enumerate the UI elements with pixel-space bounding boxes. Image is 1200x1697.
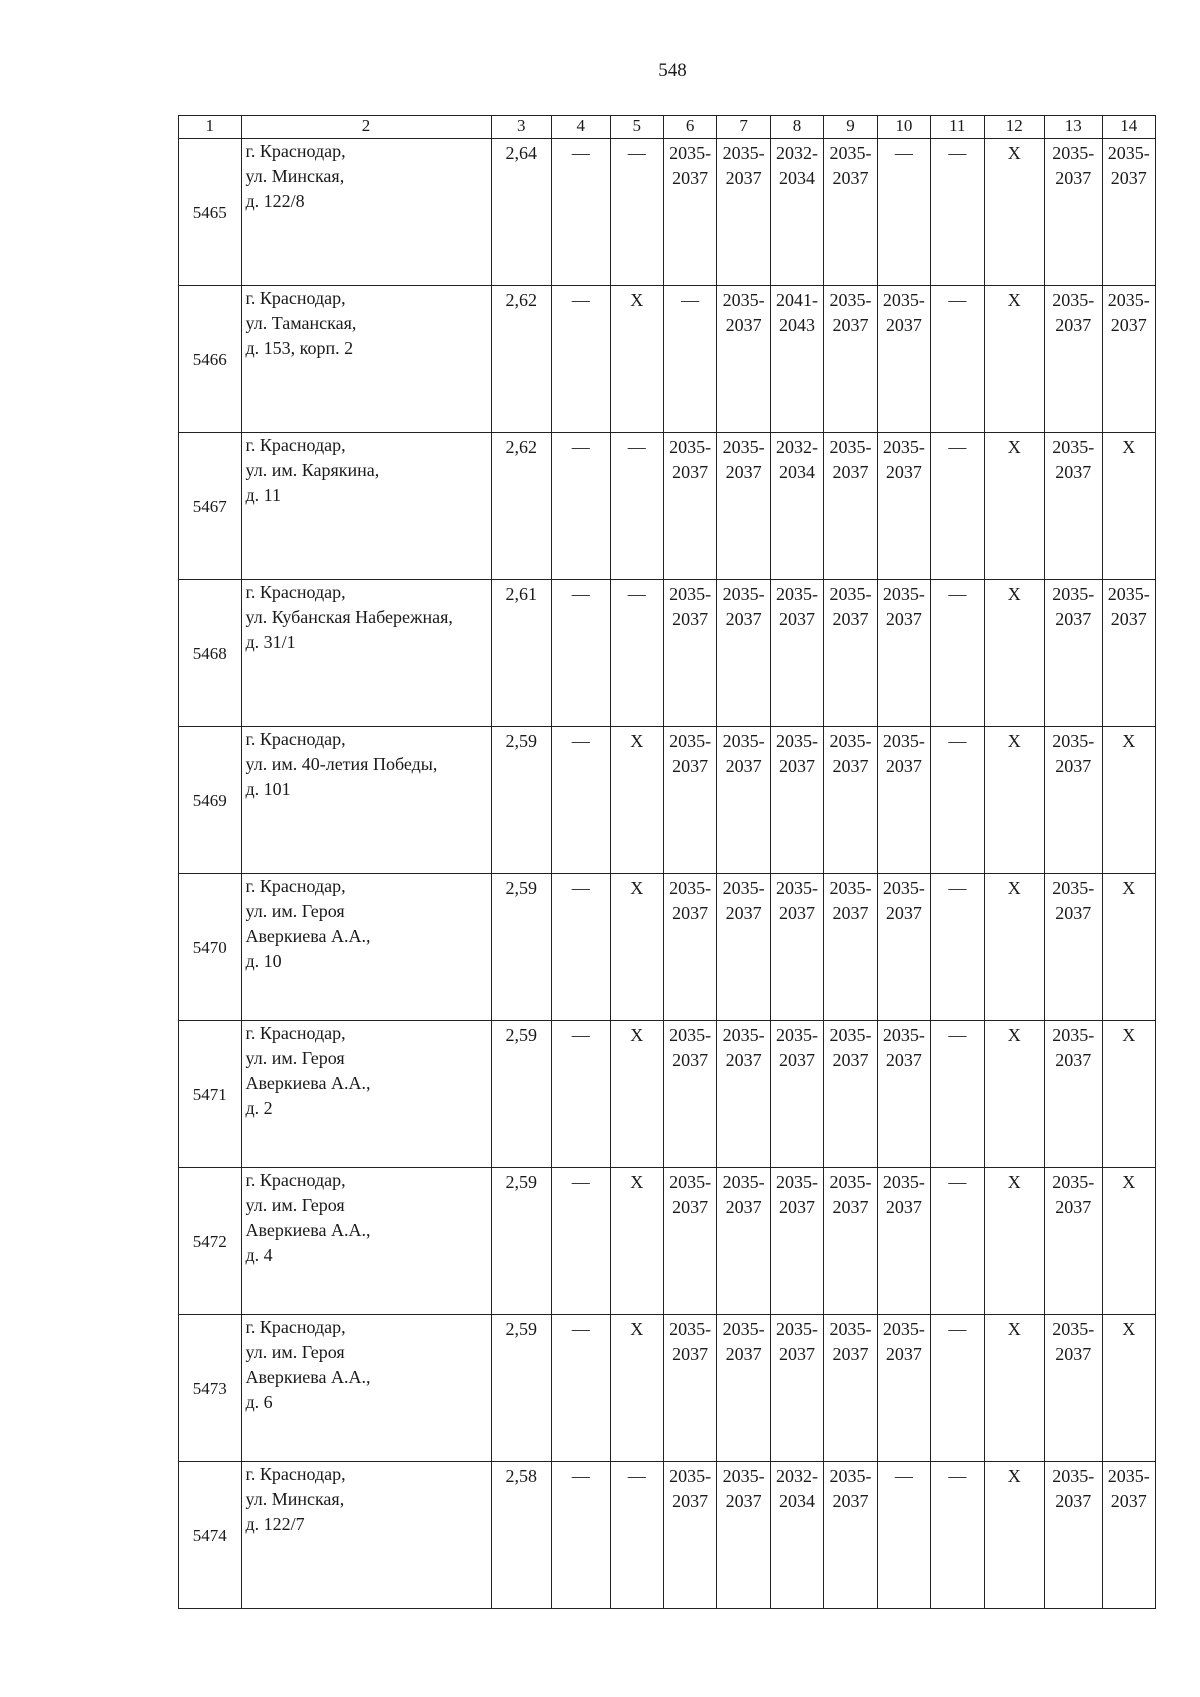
cell-col-14: X (1102, 433, 1155, 580)
cell-col-6: 2035-2037 (663, 727, 716, 874)
cell-col-5: — (610, 433, 663, 580)
cell-col-14: X (1102, 727, 1155, 874)
address-line: ул. им. Героя (245, 1195, 345, 1215)
cell-col-8: 2035-2037 (770, 727, 823, 874)
cell-col-7: 2035-2037 (717, 727, 770, 874)
cell-col-3: 2,59 (491, 1021, 551, 1168)
cell-col-6: — (663, 286, 716, 433)
cell-col-8: 2035-2037 (770, 874, 823, 1021)
cell-col-5: X (610, 1315, 663, 1462)
address-line: д. 2 (245, 1098, 273, 1118)
cell-col-14: X (1102, 874, 1155, 1021)
table-row (179, 1315, 1156, 1462)
address-line: г. Краснодар, (245, 435, 346, 455)
address-cell (241, 286, 491, 433)
cell-col-13: 2035-2037 (1045, 286, 1102, 433)
row-number-cell: 5474 (179, 1462, 242, 1609)
cell-col-11: — (931, 874, 984, 1021)
cell-col-13: 2035-2037 (1045, 1021, 1102, 1168)
cell-col-12: X (984, 727, 1044, 874)
cell-col-8: 2032-2034 (770, 1462, 823, 1609)
cell-col-6: 2035-2037 (663, 1168, 716, 1315)
cell-col-11: — (931, 1168, 984, 1315)
cell-col-14: X (1102, 1168, 1155, 1315)
address-line: г. Краснодар, (245, 141, 346, 161)
cell-col-12: X (984, 1168, 1044, 1315)
cell-col-13: 2035-2037 (1045, 433, 1102, 580)
address-line: д. 4 (245, 1245, 273, 1265)
cell-col-13: 2035-2037 (1045, 727, 1102, 874)
column-header-row (179, 116, 1156, 139)
cell-col-7: 2035-2037 (717, 433, 770, 580)
cell-col-4: — (552, 1315, 610, 1462)
cell-col-3: 2,58 (491, 1462, 551, 1609)
address-line: д. 11 (245, 485, 281, 505)
cell-col-6: 2035-2037 (663, 580, 716, 727)
cell-col-4: — (552, 139, 610, 286)
address-line: д. 153, корп. 2 (245, 338, 354, 358)
table-row (179, 139, 1156, 286)
cell-col-10: 2035-2037 (877, 1168, 930, 1315)
cell-col-4: — (552, 286, 610, 433)
column-header-2: 2 (241, 116, 491, 139)
address-line: д. 122/7 (245, 1514, 305, 1534)
row-number-cell: 5471 (179, 1021, 242, 1168)
cell-col-5: X (610, 727, 663, 874)
cell-col-4: — (552, 580, 610, 727)
cell-col-12: X (984, 1021, 1044, 1168)
table-row (179, 727, 1156, 874)
cell-col-10: — (877, 1462, 930, 1609)
row-number-cell: 5466 (179, 286, 242, 433)
column-header-12: 12 (984, 116, 1044, 139)
cell-col-11: — (931, 727, 984, 874)
address-line: г. Краснодар, (245, 1464, 346, 1484)
cell-col-11: — (931, 580, 984, 727)
cell-col-7: 2035-2037 (717, 874, 770, 1021)
cell-col-14: 2035-2037 (1102, 286, 1155, 433)
cell-col-10: 2035-2037 (877, 1021, 930, 1168)
cell-col-12: X (984, 874, 1044, 1021)
cell-col-9: 2035-2037 (824, 1168, 877, 1315)
address-line: д. 31/1 (245, 632, 296, 652)
cell-col-4: — (552, 874, 610, 1021)
address-cell (241, 433, 491, 580)
row-number-cell: 5472 (179, 1168, 242, 1315)
cell-col-11: — (931, 1462, 984, 1609)
cell-col-10: 2035-2037 (877, 433, 930, 580)
address-line: г. Краснодар, (245, 1023, 346, 1043)
cell-col-3: 2,62 (491, 433, 551, 580)
cell-col-6: 2035-2037 (663, 1315, 716, 1462)
cell-col-9: 2035-2037 (824, 580, 877, 727)
column-header-9: 9 (824, 116, 877, 139)
cell-col-4: — (552, 1021, 610, 1168)
table-row (179, 433, 1156, 580)
cell-col-4: — (552, 433, 610, 580)
table-row (179, 1021, 1156, 1168)
cell-col-4: — (552, 1168, 610, 1315)
column-header-4: 4 (552, 116, 610, 139)
column-header-13: 13 (1045, 116, 1102, 139)
address-line: г. Краснодар, (245, 1170, 346, 1190)
cell-col-14: X (1102, 1021, 1155, 1168)
address-line: ул. Кубанская Набережная, (245, 607, 453, 627)
table-row (179, 286, 1156, 433)
address-line: ул. им. Героя (245, 1048, 345, 1068)
row-number-cell: 5469 (179, 727, 242, 874)
column-header-14: 14 (1102, 116, 1155, 139)
address-line: ул. им. Героя (245, 901, 345, 921)
cell-col-11: — (931, 433, 984, 580)
address-line: Аверкиева А.А., (245, 1367, 371, 1387)
cell-col-9: 2035-2037 (824, 286, 877, 433)
cell-col-8: 2032-2034 (770, 139, 823, 286)
cell-col-7: 2035-2037 (717, 1462, 770, 1609)
cell-col-6: 2035-2037 (663, 874, 716, 1021)
cell-col-12: X (984, 139, 1044, 286)
column-header-1: 1 (179, 116, 242, 139)
row-number-cell: 5468 (179, 580, 242, 727)
cell-col-14: X (1102, 1315, 1155, 1462)
address-line: ул. Минская, (245, 166, 345, 186)
address-line: Аверкиева А.А., (245, 926, 371, 946)
cell-col-8: 2035-2037 (770, 580, 823, 727)
cell-col-11: — (931, 139, 984, 286)
cell-col-3: 2,61 (491, 580, 551, 727)
cell-col-14: 2035-2037 (1102, 1462, 1155, 1609)
cell-col-6: 2035-2037 (663, 139, 716, 286)
cell-col-8: 2032-2034 (770, 433, 823, 580)
address-line: Аверкиева А.А., (245, 1073, 371, 1093)
cell-col-10: 2035-2037 (877, 727, 930, 874)
cell-col-8: 2035-2037 (770, 1168, 823, 1315)
row-number-cell: 5465 (179, 139, 242, 286)
cell-col-3: 2,59 (491, 874, 551, 1021)
address-line: г. Краснодар, (245, 288, 346, 308)
column-header-3: 3 (491, 116, 551, 139)
cell-col-13: 2035-2037 (1045, 139, 1102, 286)
cell-col-5: X (610, 874, 663, 1021)
cell-col-7: 2035-2037 (717, 286, 770, 433)
cell-col-13: 2035-2037 (1045, 1168, 1102, 1315)
cell-col-9: 2035-2037 (824, 139, 877, 286)
column-header-11: 11 (931, 116, 984, 139)
cell-col-13: 2035-2037 (1045, 580, 1102, 727)
cell-col-12: X (984, 580, 1044, 727)
address-line: ул. им. Карякина, (245, 460, 380, 480)
cell-col-9: 2035-2037 (824, 1315, 877, 1462)
column-header-8: 8 (770, 116, 823, 139)
table-row (179, 1168, 1156, 1315)
cell-col-8: 2041-2043 (770, 286, 823, 433)
cell-col-12: X (984, 1462, 1044, 1609)
address-line: ул. им. Героя (245, 1342, 345, 1362)
address-cell (241, 1315, 491, 1462)
cell-col-7: 2035-2037 (717, 139, 770, 286)
address-line: д. 101 (245, 779, 291, 799)
address-line: д. 10 (245, 951, 282, 971)
cell-col-9: 2035-2037 (824, 433, 877, 580)
cell-col-11: — (931, 286, 984, 433)
cell-col-14: 2035-2037 (1102, 580, 1155, 727)
cell-col-13: 2035-2037 (1045, 874, 1102, 1021)
table-row (179, 580, 1156, 727)
cell-col-4: — (552, 727, 610, 874)
cell-col-7: 2035-2037 (717, 1168, 770, 1315)
cell-col-12: X (984, 433, 1044, 580)
cell-col-9: 2035-2037 (824, 1462, 877, 1609)
cell-col-9: 2035-2037 (824, 727, 877, 874)
cell-col-8: 2035-2037 (770, 1021, 823, 1168)
address-cell (241, 1462, 491, 1609)
cell-col-6: 2035-2037 (663, 1021, 716, 1168)
cell-col-6: 2035-2037 (663, 1462, 716, 1609)
column-header-7: 7 (717, 116, 770, 139)
address-line: г. Краснодар, (245, 582, 346, 602)
address-cell (241, 874, 491, 1021)
page-number: 548 (658, 60, 687, 81)
address-line: г. Краснодар, (245, 729, 346, 749)
table-row (179, 874, 1156, 1021)
cell-col-5: — (610, 139, 663, 286)
cell-col-13: 2035-2037 (1045, 1462, 1102, 1609)
address-line: г. Краснодар, (245, 876, 346, 896)
cell-col-12: X (984, 1315, 1044, 1462)
address-line: ул. Таманская, (245, 313, 357, 333)
cell-col-7: 2035-2037 (717, 1021, 770, 1168)
address-line: д. 6 (245, 1392, 273, 1412)
cell-col-11: — (931, 1315, 984, 1462)
cell-col-7: 2035-2037 (717, 1315, 770, 1462)
cell-col-9: 2035-2037 (824, 1021, 877, 1168)
address-cell (241, 1168, 491, 1315)
cell-col-7: 2035-2037 (717, 580, 770, 727)
address-cell (241, 727, 491, 874)
row-number-cell: 5470 (179, 874, 242, 1021)
cell-col-3: 2,59 (491, 1315, 551, 1462)
cell-col-5: — (610, 1462, 663, 1609)
cell-col-11: — (931, 1021, 984, 1168)
address-line: ул. Минская, (245, 1489, 345, 1509)
cell-col-10: 2035-2037 (877, 286, 930, 433)
cell-col-4: — (552, 1462, 610, 1609)
cell-col-13: 2035-2037 (1045, 1315, 1102, 1462)
address-line: Аверкиева А.А., (245, 1220, 371, 1240)
table-row (179, 1462, 1156, 1609)
cell-col-12: X (984, 286, 1044, 433)
address-cell (241, 1021, 491, 1168)
address-cell (241, 580, 491, 727)
cell-col-3: 2,59 (491, 727, 551, 874)
cell-col-5: — (610, 580, 663, 727)
column-header-10: 10 (877, 116, 930, 139)
cell-col-10: 2035-2037 (877, 874, 930, 1021)
cell-col-5: X (610, 1021, 663, 1168)
cell-col-6: 2035-2037 (663, 433, 716, 580)
cell-col-5: X (610, 1168, 663, 1315)
cell-col-5: X (610, 286, 663, 433)
cell-col-10: — (877, 139, 930, 286)
row-number-cell: 5473 (179, 1315, 242, 1462)
address-line: д. 122/8 (245, 191, 305, 211)
column-header-5: 5 (610, 116, 663, 139)
row-number-cell: 5467 (179, 433, 242, 580)
cell-col-3: 2,64 (491, 139, 551, 286)
address-line: ул. им. 40-летия Победы, (245, 754, 438, 774)
cell-col-3: 2,62 (491, 286, 551, 433)
cell-col-8: 2035-2037 (770, 1315, 823, 1462)
table-body (179, 116, 1156, 1609)
cell-col-10: 2035-2037 (877, 1315, 930, 1462)
cell-col-14: 2035-2037 (1102, 139, 1155, 286)
cell-col-10: 2035-2037 (877, 580, 930, 727)
registry-table (178, 115, 1156, 1609)
column-header-6: 6 (663, 116, 716, 139)
address-line: г. Краснодар, (245, 1317, 346, 1337)
cell-col-3: 2,59 (491, 1168, 551, 1315)
cell-col-9: 2035-2037 (824, 874, 877, 1021)
address-cell (241, 139, 491, 286)
